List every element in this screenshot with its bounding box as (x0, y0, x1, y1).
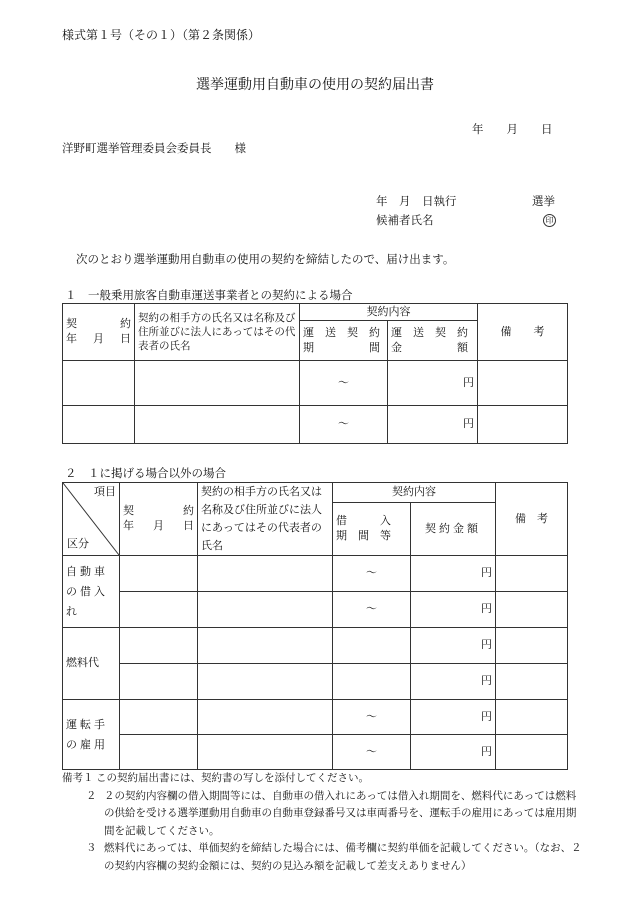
election-date-line: 年 月 日執行 (376, 194, 457, 208)
s2-col-amount: 契約金額 (411, 503, 496, 556)
table-row (63, 361, 568, 406)
s2-cell-date[interactable] (120, 628, 198, 664)
s2-corner-category: 区分 (67, 537, 89, 551)
section2-heading: ２ １に掲げる場合以外の場合 (65, 466, 226, 480)
table-row (63, 406, 568, 444)
s2-cell-party[interactable] (198, 556, 333, 592)
s2-cell-date[interactable] (120, 735, 198, 770)
s2-row-car: 自動車の借入れ (63, 556, 120, 628)
seal-icon: 印 (543, 214, 556, 227)
table-row (63, 735, 568, 770)
s2-cell-period[interactable]: ～ (333, 735, 411, 770)
table-row (63, 556, 568, 592)
s2-row-driver: 運転手の雇用 (63, 700, 120, 770)
s2-cell-date[interactable] (120, 556, 198, 592)
s1-cell-amount[interactable]: 円 (388, 406, 478, 444)
election-label: 選挙 (532, 194, 555, 208)
s2-cell-date[interactable] (120, 664, 198, 700)
note-3-number: ３ (86, 842, 97, 854)
intro-text: 次のとおり選挙運動用自動車の使用の契約を締結したので、届け出ます。 (76, 252, 455, 266)
s2-cell-period[interactable] (333, 664, 411, 700)
s1-col-period: 運 送 契 約 期 間 (300, 321, 388, 361)
note-2-number: ２ (86, 789, 97, 802)
s2-corner-item: 項目 (94, 485, 116, 498)
note-1: この契約届出書には、契約書の写しを添付してください。 (96, 772, 369, 784)
table-row (63, 700, 568, 735)
candidate-label: 候補者氏名 (376, 213, 434, 227)
seal-mark (543, 212, 556, 227)
form-number: 様式第１号（その１）（第２条関係） (62, 28, 261, 42)
s2-cell-remarks[interactable] (496, 735, 568, 770)
s2-cell-remarks[interactable] (496, 628, 568, 664)
table-row (63, 664, 568, 700)
s1-cell-remarks[interactable] (478, 406, 568, 444)
page-title: 選挙運動用自動車の使用の契約届出書 (196, 77, 434, 93)
s1-cell-period[interactable]: ～ (300, 361, 388, 406)
s1-cell-party[interactable] (135, 361, 300, 406)
s2-corner-cell (63, 483, 120, 556)
s1-cell-date[interactable] (63, 406, 135, 444)
s2-cell-party[interactable] (198, 628, 333, 664)
s2-cell-amount[interactable]: 円 (411, 735, 496, 770)
s1-col-contract-date: 契 約 年 月 日 (63, 304, 135, 361)
notes-label: 備考１ (62, 772, 94, 784)
s2-cell-party[interactable] (198, 735, 333, 770)
section1-heading: １ 一般乗用旅客自動車運送事業者との契約による場合 (65, 288, 353, 302)
s2-col-period: 借 入 期 間 等 (333, 503, 411, 556)
section1-table (62, 303, 568, 444)
note-2: ２の契約内容欄の借入期間等には、自動車の借入れにあっては借入れ期間を、燃料代にあっては燃料の供給を受ける選挙運動用自動車の自動車登録番号又は車両番号を、運転手の雇用にあっては雇用期間を記載してください。 (104, 789, 577, 837)
s2-cell-remarks[interactable] (496, 556, 568, 592)
s2-cell-date[interactable] (120, 592, 198, 628)
s2-cell-party[interactable] (198, 700, 333, 735)
s2-cell-period[interactable] (333, 628, 411, 664)
s2-cell-party[interactable] (198, 592, 333, 628)
s1-col-amount: 運 送 契 約 金 額 (388, 321, 478, 361)
s2-cell-date[interactable] (120, 700, 198, 735)
s2-cell-remarks[interactable] (496, 592, 568, 628)
s2-cell-period[interactable]: ～ (333, 592, 411, 628)
s1-cell-period[interactable]: ～ (300, 406, 388, 444)
s2-cell-amount[interactable]: 円 (411, 664, 496, 700)
s1-col-party: 契約の相手方の氏名又は名称及び住所並びに法人にあってはその代表者の氏名 (135, 304, 300, 361)
section2-table (62, 482, 568, 770)
s1-cell-amount[interactable]: 円 (388, 361, 478, 406)
date-line: 年 月 日 (472, 122, 553, 136)
s1-cell-date[interactable] (63, 361, 135, 406)
s2-col-contract-date: 契 約 年 月 日 (120, 483, 198, 556)
s2-cell-period[interactable]: ～ (333, 700, 411, 735)
addressee: 洋野町選挙管理委員会委員長 様 (62, 141, 246, 155)
s2-cell-remarks[interactable] (496, 664, 568, 700)
table-row (63, 628, 568, 664)
note-3: 燃料代にあっては、単価契約を締結した場合には、備考欄に契約単価を記載してください。（なお、２の契約内容欄の契約金額には、契約の見込み額を記載して差支えありません） (104, 842, 582, 872)
s2-cell-party[interactable] (198, 664, 333, 700)
s2-cell-period[interactable]: ～ (333, 556, 411, 592)
s2-row-fuel: 燃料代 (63, 628, 120, 700)
s1-col-contract-content: 契約内容 (300, 304, 478, 321)
s1-cell-remarks[interactable] (478, 361, 568, 406)
s2-cell-amount[interactable]: 円 (411, 628, 496, 664)
s2-cell-amount[interactable]: 円 (411, 700, 496, 735)
s2-cell-amount[interactable]: 円 (411, 592, 496, 628)
s1-cell-party[interactable] (135, 406, 300, 444)
s2-cell-remarks[interactable] (496, 700, 568, 735)
table-row (63, 592, 568, 628)
s2-cell-amount[interactable]: 円 (411, 556, 496, 592)
s2-col-remarks: 備 考 (496, 483, 568, 556)
notes (62, 770, 582, 875)
s1-col-remarks: 備 考 (478, 304, 568, 361)
s2-col-party: 契約の相手方の氏名又は名称及び住所並びに法人にあってはその代表者の氏名 (198, 483, 333, 556)
s2-col-contract-content: 契約内容 (333, 483, 496, 503)
